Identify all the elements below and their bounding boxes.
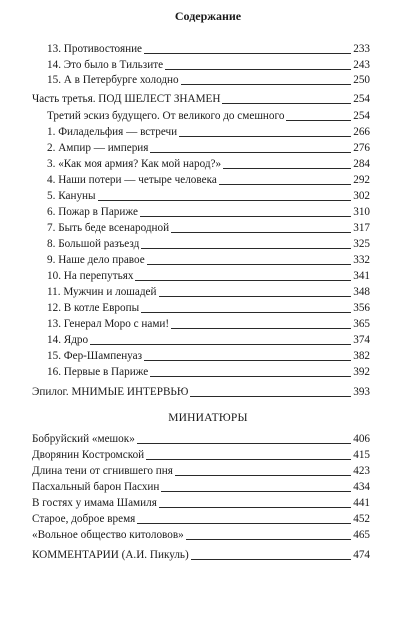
leader-line [141,248,351,249]
toc-page-number: 423 [353,465,370,477]
toc-row [47,73,370,87]
toc-entry-title: Длина тени от сгнившего пня [32,465,173,477]
toc-entry-title: 16. Первые в Париже [47,366,149,378]
toc-entry-title: 9. Наше дело правое [47,254,145,266]
toc-row [47,365,370,379]
leader-line [186,539,351,540]
toc-entry-title: 15. А в Петербурге холодно [47,74,179,86]
toc-page-number: 348 [353,286,370,298]
toc-entry-title: 4. Наши потери — четыре человека [47,174,217,186]
toc-entry-title: 8. Большой разъезд [47,238,140,250]
toc-row [47,173,370,187]
toc-page-number: 441 [353,497,370,509]
leader-line [146,459,351,460]
toc-row [47,349,370,363]
leader-line [159,507,351,508]
toc-page-number: 392 [353,366,370,378]
leader-line [219,184,351,185]
toc-page-number: 452 [353,513,370,525]
toc-entry-title: Часть третья. ПОД ШЕЛЕСТ ЗНАМЕН [32,93,221,105]
toc-page-number: 374 [353,334,370,346]
toc-row [32,92,370,106]
toc-page-number: 243 [353,59,370,71]
toc-page-number: 310 [353,206,370,218]
toc-entry-title: 7. Быть беде всенародной [47,222,170,234]
toc-entry-title: 12. В котле Европы [47,302,140,314]
leader-line [144,53,351,54]
leader-line [223,168,351,169]
toc-page-number: 266 [353,126,370,138]
toc-entry-title: 15. Фер-Шампенуаз [47,350,143,362]
leader-line [150,376,351,377]
toc-entry-title: 1. Филадельфия — встречи [47,126,178,138]
toc-entry-title: 10. На перепутьях [47,270,134,282]
toc-row [47,109,370,123]
toc-row [47,221,370,235]
toc-entry-title: «Вольное общество китоловов» [32,529,184,541]
leader-line [140,216,351,217]
toc-entry-title: Старое, доброе время [32,513,136,525]
leader-line [171,328,351,329]
toc-entry-title: 14. Ядро [47,334,89,346]
toc-page-number: 250 [353,74,370,86]
toc-row [47,333,370,347]
toc-page-number: 434 [353,481,370,493]
leader-line [165,69,351,70]
toc-row [47,189,370,203]
leader-line [150,152,351,153]
leader-line [98,200,352,201]
comments-row [32,548,370,562]
page-title: Содержание [174,9,242,23]
leader-line [161,491,351,492]
toc-row [47,205,370,219]
miniature-row [32,432,370,446]
toc-row [47,301,370,315]
toc-entry-title: Бобруйский «мешок» [32,433,135,445]
leader-line [181,84,352,85]
toc-page-number: 365 [353,318,370,330]
leader-line [135,280,351,281]
toc-page-number: 341 [353,270,370,282]
leader-line [144,360,351,361]
toc-row [32,385,370,399]
toc-page-number: 254 [353,93,370,105]
toc-page-number: 276 [353,142,370,154]
leader-line [147,264,352,265]
toc-page-number: 325 [353,238,370,250]
toc-page-number: 332 [353,254,370,266]
toc-page-number: 254 [353,110,370,122]
toc-page-number: 406 [353,433,370,445]
miniature-row [32,528,370,542]
toc-entry-title: 11. Мужчин и лошадей [47,286,157,298]
toc-page-number: 292 [353,174,370,186]
toc-row [47,58,370,72]
leader-line [171,232,351,233]
toc-page-number: 474 [353,549,370,561]
toc-entry-title: 6. Пожар в Париже [47,206,138,218]
toc-row [47,42,370,56]
toc-page-number: 356 [353,302,370,314]
toc-row [47,141,370,155]
toc-row [47,269,370,283]
leader-line [141,312,351,313]
toc-row [47,253,370,267]
toc-entry-title: 13. Противостояние [47,43,143,55]
leader-line [137,443,351,444]
miniature-row [32,512,370,526]
toc-entry-title: Эпилог. МНИМЫЕ ИНТЕРВЬЮ [32,386,189,398]
leader-line [191,559,351,560]
toc-page-number: 302 [353,190,370,202]
toc-entry-title: 2. Ампир — империя [47,142,149,154]
leader-line [286,120,351,121]
leader-line [190,396,351,397]
miniature-row [32,464,370,478]
toc-page-number: 317 [353,222,370,234]
miniature-row [32,480,370,494]
toc-row [47,317,370,331]
toc-entry-title: В гостях у имама Шамиля [32,497,157,509]
leader-line [159,296,352,297]
leader-line [179,136,351,137]
toc-page-number: 233 [353,43,370,55]
toc-entry-title: Дворянин Костромской [32,449,145,461]
toc-entry-title: Третий эскиз будущего. От великого до смешного [47,110,285,122]
toc-row [47,237,370,251]
leader-line [90,344,351,345]
miniature-row [32,496,370,510]
leader-line [222,103,351,104]
toc-entry-title: Пасхальный барон Пасхин [32,481,160,493]
toc-page-number: 284 [353,158,370,170]
toc-entry-title: 14. Это было в Тильзите [47,59,164,71]
toc-entry-title: 13. Генерал Моро с нами! [47,318,170,330]
section-heading-miniatures: МИНИАТЮРЫ [168,412,248,424]
toc-entry-title: КОММЕНТАРИИ (А.И. Пикуль) [32,549,189,561]
leader-line [137,523,351,524]
miniature-row [32,448,370,462]
toc-entry-title: 3. «Как моя армия? Как мой народ?» [47,158,222,170]
toc-page-number: 393 [353,386,370,398]
toc-page-number: 415 [353,449,370,461]
toc-row [47,285,370,299]
toc-entry-title: 5. Кануны [47,190,96,202]
leader-line [175,475,351,476]
toc-page-number: 382 [353,350,370,362]
toc-page-number: 465 [353,529,370,541]
toc-row [47,157,370,171]
toc-row [47,125,370,139]
